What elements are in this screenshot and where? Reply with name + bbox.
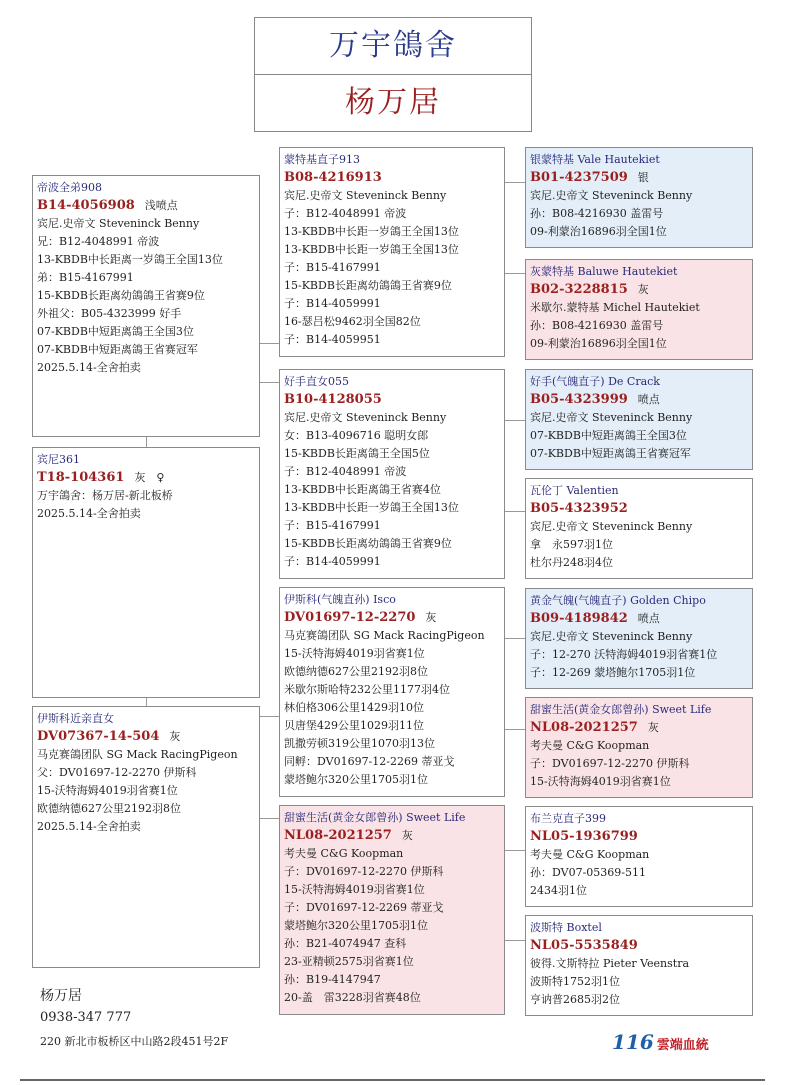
connector <box>146 697 147 706</box>
info-line: 15-KBDB长距离幼鴿鴿王省赛9位 <box>284 537 452 550</box>
pedigree-box-dam-dam <box>279 805 505 1015</box>
info-line: 孙：DV07-05369-511 <box>530 866 646 879</box>
info-line: 孙：B19-4147947 <box>284 973 381 986</box>
logo-number: 116 <box>612 1030 654 1054</box>
info-line: 马克赛鴿团队 SG Mack RacingPigeon <box>284 629 485 642</box>
pedigree-box-sire-dam <box>279 369 505 579</box>
feather-color: 灰 <box>169 730 181 743</box>
info-line: 子：12-269 蒙塔鲍尔1705羽1位 <box>530 666 696 679</box>
bird-name: 伊斯科(气魄直孙) Isco <box>284 593 396 606</box>
info-line: 马克赛鴿团队 SG Mack RacingPigeon <box>37 748 238 761</box>
bird-name: 灰蒙特基 Baluwe Hautekiet <box>530 265 678 278</box>
info-line: 贝唐堡429公里1029羽11位 <box>284 719 424 732</box>
pedigree-box-dds <box>525 806 753 907</box>
info-line: 子：B14-4059991 <box>284 555 381 568</box>
info-line: 兄：B12-4048991 帝波 <box>37 235 160 248</box>
feather-color: 灰 <box>425 611 437 624</box>
info-line: 考夫曼 C&G Koopman <box>530 848 650 861</box>
ring-row <box>284 827 500 845</box>
connector <box>505 850 525 851</box>
info-line: 子：B15-4167991 <box>284 519 381 532</box>
connector <box>146 437 147 447</box>
bird-name: 好手直女055 <box>284 375 349 388</box>
connector <box>505 182 525 183</box>
ring-number: B08-4216913 <box>284 170 382 185</box>
info-line: 米歇尔.蒙特基 Michel Hautekiet <box>530 301 700 314</box>
info-line: 07-KBDB中短距离鴿王省赛冠军 <box>530 447 691 460</box>
ring-number: DV01697-12-2270 <box>284 610 416 625</box>
info-line: 2025.5.14-全舍拍卖 <box>37 820 141 833</box>
info-line: 万宇鴿舍：杨万居-新北板桥 <box>37 489 173 502</box>
ring-row <box>530 719 748 737</box>
footer-phone: 0938-347 777 <box>40 1010 132 1025</box>
logo-text: 雲端血統 <box>656 1038 709 1053</box>
info-line: 宾尼.史帝文 Steveninck Benny <box>530 630 693 643</box>
ring-row <box>530 937 748 955</box>
pedigree-box-sire-sire <box>279 147 505 357</box>
info-line: 孙：B21-4074947 查科 <box>284 937 407 950</box>
connector <box>259 343 279 344</box>
info-line: 20-盖 雷3228羽省赛48位 <box>284 991 421 1004</box>
bottom-divider <box>20 1079 765 1081</box>
info-line: 考夫曼 C&G Koopman <box>530 739 650 752</box>
connector <box>505 511 525 512</box>
info-line: 同孵：DV01697-12-2269 蒂亚戈 <box>284 755 455 768</box>
info-line: 凯撒劳顿319公里1070羽13位 <box>284 737 435 750</box>
pedigree-box-subject <box>32 447 260 698</box>
info-line: 2434羽1位 <box>530 884 587 897</box>
info-line: 弟：B15-4167991 <box>37 271 134 284</box>
loft-title: 万宇鴿舍 <box>254 17 532 75</box>
pedigree-box-dam-sire <box>279 587 505 797</box>
ring-row <box>284 169 500 187</box>
info-line: 09-利蒙治16896羽全国1位 <box>530 337 667 350</box>
info-line: 09-利蒙治16896羽全国1位 <box>530 225 667 238</box>
pedigree-box-ddd <box>525 915 753 1016</box>
ring-row <box>530 169 748 187</box>
info-line: 子：B12-4048991 帝波 <box>284 207 407 220</box>
bird-name: 甜蜜生活(黄金女郎曾孙) Sweet Life <box>530 703 712 716</box>
info-line: 15-KBDB长距离幼鴿鴿王省赛9位 <box>37 289 205 302</box>
ring-number: B02-3228815 <box>530 282 628 297</box>
info-line: 2025.5.14-全舍拍卖 <box>37 507 141 520</box>
info-line: 亨讷普2685羽2位 <box>530 993 620 1006</box>
info-line: 07-KBDB中短距离鴿王省赛冠军 <box>37 343 198 356</box>
ring-row <box>284 391 500 409</box>
info-line: 15-沃特海姆4019羽省赛1位 <box>530 775 671 788</box>
info-line: 波斯特1752羽1位 <box>530 975 620 988</box>
info-line: 子：B15-4167991 <box>284 261 381 274</box>
ring-row <box>37 197 255 215</box>
pedigree-box-dss <box>525 588 753 689</box>
info-line: 15-沃特海姆4019羽省赛1位 <box>284 647 425 660</box>
brand-logo <box>612 1030 709 1054</box>
connector <box>505 273 525 274</box>
ring-row <box>37 728 255 746</box>
ring-number: NL05-1936799 <box>530 829 638 844</box>
ring-number: B01-4237509 <box>530 170 628 185</box>
info-line: 彼得.文斯特拉 Pieter Veenstra <box>530 957 690 970</box>
info-line: 外祖父：B05-4323999 好手 <box>37 307 182 320</box>
info-line: 女：B13-4096716 聪明女郎 <box>284 429 429 442</box>
pedigree-box-sds <box>525 369 753 470</box>
ring-row <box>530 610 748 628</box>
bird-name: 帝波全弟908 <box>37 181 102 194</box>
info-line: 15-沃特海姆4019羽省赛1位 <box>37 784 178 797</box>
pedigree-box-dam <box>32 706 260 968</box>
info-line: 子：B14-4059951 <box>284 333 381 346</box>
feather-color: 灰 ♀ <box>134 471 165 484</box>
info-line: 13-KBDB中长距一岁鴿王全国13位 <box>284 225 459 238</box>
info-line: 13-KBDB中长距离一岁鴿王全国13位 <box>37 253 223 266</box>
info-line: 宾尼.史帝文 Steveninck Benny <box>530 189 693 202</box>
pedigree-box-sdd <box>525 478 753 579</box>
ring-number: NL08-2021257 <box>284 828 392 843</box>
bird-name: 银蒙特基 Vale Hautekiet <box>530 153 660 166</box>
info-line: 07-KBDB中短距离鴿王全国3位 <box>37 325 194 338</box>
feather-color: 灰 <box>401 829 413 842</box>
bird-name: 甜蜜生活(黄金女郎曾孙) Sweet Life <box>284 811 466 824</box>
info-line: 15-KBDB长距离幼鴿鴿王省赛9位 <box>284 279 452 292</box>
info-line: 子：B14-4059991 <box>284 297 381 310</box>
feather-color: 灰 <box>637 283 649 296</box>
ring-row <box>530 391 748 409</box>
info-line: 米歇尔斯哈特232公里1177羽4位 <box>284 683 450 696</box>
connector <box>505 729 525 730</box>
footer-name: 杨万居 <box>40 988 82 1004</box>
info-line: 宾尼.史帝文 Steveninck Benny <box>284 411 447 424</box>
info-line: 07-KBDB中短距离鴿王全国3位 <box>530 429 687 442</box>
ring-number: B05-4323952 <box>530 501 628 516</box>
info-line: 子：B12-4048991 帝波 <box>284 465 407 478</box>
info-line: 子：DV01697-12-2269 蒂亚戈 <box>284 901 444 914</box>
ring-row <box>530 281 748 299</box>
info-line: 欧德纳德627公里2192羽8位 <box>37 802 181 815</box>
feather-color: 银 <box>637 171 649 184</box>
info-line: 拿 永597羽1位 <box>530 538 613 551</box>
info-line: 子：12-270 沃特海姆4019羽省赛1位 <box>530 648 718 661</box>
ring-number: DV07367-14-504 <box>37 729 160 744</box>
bird-name: 黄金气魄(气魄直子) Golden Chipo <box>530 594 706 607</box>
ring-number: B14-4056908 <box>37 198 135 213</box>
pedigree-box-sire <box>32 175 260 437</box>
ring-number: T18-104361 <box>37 470 125 485</box>
ring-number: B05-4323999 <box>530 392 628 407</box>
connector <box>259 382 279 383</box>
ring-row <box>530 500 748 518</box>
connector <box>259 716 279 717</box>
info-line: 13-KBDB中长距一岁鴿王全国13位 <box>284 501 459 514</box>
info-line: 宾尼.史帝文 Steveninck Benny <box>284 189 447 202</box>
info-line: 宾尼.史帝文 Steveninck Benny <box>530 411 693 424</box>
connector <box>505 638 525 639</box>
bird-name: 伊斯科近亲直女 <box>37 712 114 725</box>
info-line: 16-瑟吕松9462羽全国82位 <box>284 315 421 328</box>
info-line: 子：DV01697-12-2270 伊斯科 <box>530 757 690 770</box>
ring-row <box>37 469 255 487</box>
info-line: 父：DV01697-12-2270 伊斯科 <box>37 766 197 779</box>
info-line: 15-KBDB长距离鴿王全国5位 <box>284 447 430 460</box>
feather-color: 灰 <box>647 721 659 734</box>
ring-number: NL08-2021257 <box>530 720 638 735</box>
info-line: 蒙塔鲍尔320公里1705羽1位 <box>284 919 428 932</box>
bird-name: 好手(气魄直子) De Crack <box>530 375 660 388</box>
bird-name: 瓦伦丁 Valentien <box>530 484 619 497</box>
info-line: 欧德纳德627公里2192羽8位 <box>284 665 428 678</box>
bird-name: 布兰克直子399 <box>530 812 606 825</box>
info-line: 13-KBDB中长距离鴿王省赛4位 <box>284 483 441 496</box>
info-line: 宾尼.史帝文 Steveninck Benny <box>37 217 200 230</box>
info-line: 杜尔丹248羽4位 <box>530 556 613 569</box>
info-line: 子：DV01697-12-2270 伊斯科 <box>284 865 444 878</box>
info-line: 孙：B08-4216930 盖雷号 <box>530 207 664 220</box>
bird-name: 蒙特基直子913 <box>284 153 360 166</box>
pedigree-box-sss <box>525 147 753 248</box>
pedigree-box-ssd <box>525 259 753 360</box>
ring-row <box>284 609 500 627</box>
ring-row <box>530 828 748 846</box>
info-line: 23-亚精顿2575羽省赛1位 <box>284 955 414 968</box>
info-line: 林伯格306公里1429羽10位 <box>284 701 424 714</box>
connector <box>505 420 525 421</box>
connector <box>259 818 279 819</box>
footer-address: 220 新北市板桥区中山路2段451号2F <box>40 1035 229 1048</box>
bird-name: 宾尼361 <box>37 453 80 466</box>
feather-color: 喷点 <box>637 393 660 406</box>
info-line: 13-KBDB中长距一岁鴿王全国13位 <box>284 243 459 256</box>
ring-number: NL05-5535849 <box>530 938 638 953</box>
connector <box>505 940 525 941</box>
info-line: 蒙塔鲍尔320公里1705羽1位 <box>284 773 428 786</box>
bird-name: 波斯特 Boxtel <box>530 921 602 934</box>
info-line: 2025.5.14-全舍拍卖 <box>37 361 141 374</box>
feather-color: 喷点 <box>637 612 660 625</box>
ring-number: B09-4189842 <box>530 611 628 626</box>
pedigree-box-dsd <box>525 697 753 798</box>
info-line: 宾尼.史帝文 Steveninck Benny <box>530 520 693 533</box>
info-line: 孙：B08-4216930 盖雷号 <box>530 319 664 332</box>
feather-color: 浅喷点 <box>144 199 178 212</box>
info-line: 15-沃特海姆4019羽省赛1位 <box>284 883 425 896</box>
owner-title: 杨万居 <box>254 74 532 132</box>
info-line: 考夫曼 C&G Koopman <box>284 847 404 860</box>
ring-number: B10-4128055 <box>284 392 382 407</box>
